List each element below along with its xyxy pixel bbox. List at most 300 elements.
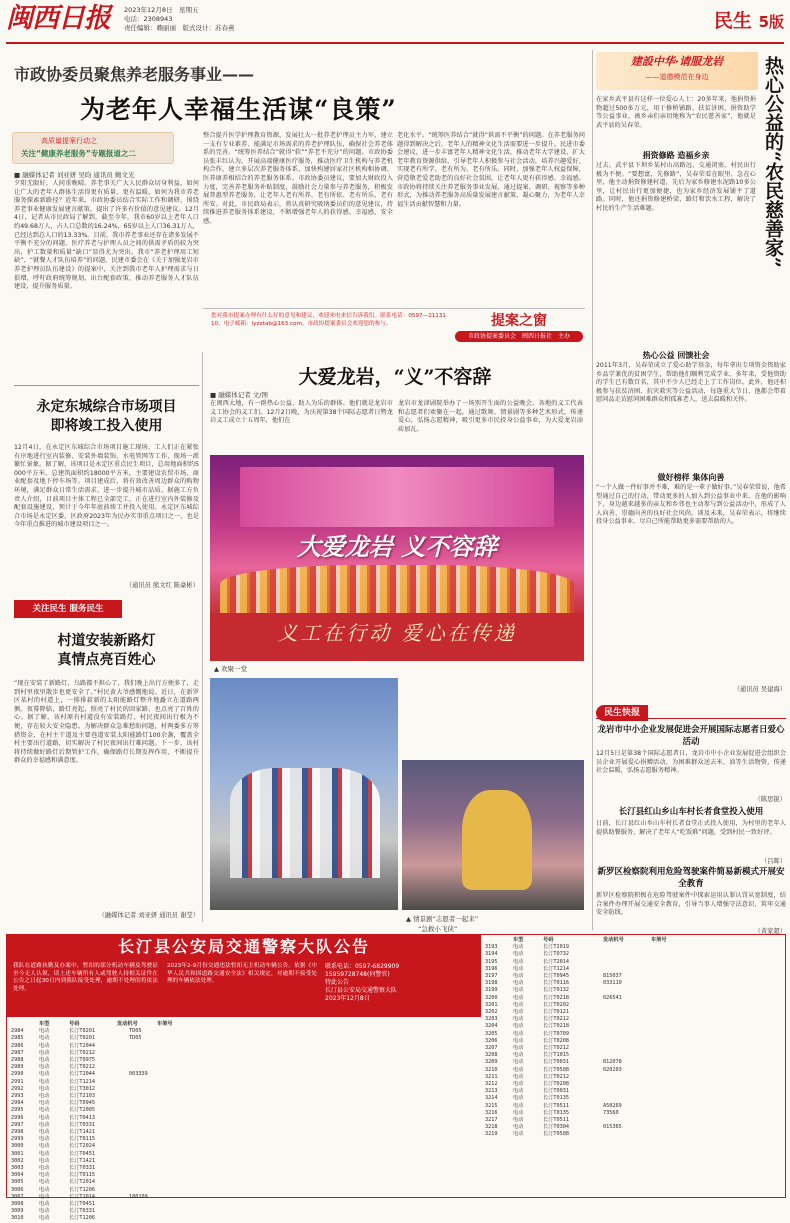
- table-row: [485, 995, 779, 1002]
- news-2-body: 日前，长汀县红山乡山车村长者食堂正式投入使用，为村里的老年人提供助餐服务，解决了老年人“吃饭难”问题，受到村民一致好评。: [596, 820, 786, 836]
- table-cell: 2990: [11, 1071, 24, 1078]
- table-cell: 3200: [485, 994, 498, 1001]
- table-row: [485, 1081, 779, 1088]
- table-cell: 026541: [603, 994, 622, 1001]
- table-row: [485, 1110, 779, 1117]
- table-cell: 长汀T0218: [543, 994, 569, 1001]
- table-cell: 3206: [485, 1037, 498, 1044]
- table-cell: 长汀T0451: [69, 1150, 95, 1157]
- table-cell: 3212: [485, 1081, 498, 1088]
- table-cell: 2991: [11, 1078, 24, 1085]
- table-body: [11, 1028, 477, 1222]
- table-cell: [603, 944, 651, 951]
- table-cell: [603, 1131, 651, 1138]
- table-cell: [603, 1088, 651, 1095]
- table-cell: 3217: [485, 1117, 498, 1124]
- table-cell: 长汀T0331: [69, 1121, 95, 1128]
- right-p2: 2011年3月，吴春荣成立了爱心助学基金，每年拿出专项资金资助家乡品学兼优的贫困学生，帮助他们顺利完成学业。多年来，受他资助的学生已有数百名，其中不少人已经走上了工作岗位。此外，他还积极参与扶贫济困、抗灾救灾等公益活动，每逢重大节日，他都会带着慰问品走访慰问困难群众和孤寡老人，送去温暖和关怀。: [596, 362, 786, 404]
- table-cell: [603, 951, 651, 958]
- table-cell: 长汀T2044: [69, 1042, 95, 1049]
- notice-banner: [455, 311, 583, 347]
- village-credit: （融媒体记者 刘亚妍 通讯员 谢莹）: [98, 912, 199, 919]
- header-plate: 号码: [69, 1021, 80, 1027]
- table-cell: [603, 1117, 651, 1124]
- table-cell: 长汀T0115: [69, 1136, 95, 1143]
- table-cell: 电动: [39, 1179, 50, 1186]
- table-cell: 长汀T1421: [69, 1129, 95, 1136]
- table-cell: [129, 1050, 169, 1057]
- table-cell: 长汀T0121: [543, 1009, 569, 1016]
- table-cell: 电动: [513, 1117, 524, 1124]
- table-cell: 3201: [485, 1001, 498, 1008]
- right-sub-1: 捐资修路 造福乡亲: [642, 151, 710, 160]
- table-row: [485, 1016, 779, 1023]
- proposal-notice-box: [203, 308, 585, 349]
- table-cell: 长汀T2103: [69, 1093, 95, 1100]
- news-banner: [596, 700, 786, 719]
- table-cell: [129, 1086, 169, 1093]
- table-cell: 长汀T0945: [69, 1100, 95, 1107]
- table-cell: 3193: [485, 944, 498, 951]
- table-row: [11, 1187, 477, 1194]
- table-cell: [129, 1079, 169, 1086]
- table-cell: 长汀T1214: [69, 1078, 95, 1085]
- table-cell: 电动: [39, 1064, 50, 1071]
- badge-line1: 高质量提案行动之: [41, 137, 97, 145]
- table-cell: 电动: [39, 1157, 50, 1164]
- lead-kicker: 市政协委员聚焦养老服务事业——: [14, 65, 255, 84]
- table-row: [11, 1035, 477, 1042]
- table-cell: 3010: [11, 1215, 24, 1222]
- table-row: [485, 951, 779, 958]
- table-cell: 电动: [513, 1081, 524, 1088]
- table-cell: [603, 1038, 651, 1045]
- page-number: 5版: [758, 13, 784, 31]
- feature-col1: 在闽西大地，有一群热心公益、助人为乐的群体。他们就是龙岩市义工协会的义工们。12月2日晚，为庆祝第38个国际志愿者日暨龙岩义工成立十五周年，他们在: [210, 400, 393, 425]
- notice-banner-sub: 市政协提案委员会 闽西日报社 主办: [455, 331, 583, 342]
- table-cell: A50269: [603, 1102, 622, 1109]
- table-cell: 2996: [11, 1114, 24, 1121]
- header-frame: 车架号: [157, 1021, 173, 1027]
- feature-byline: ■ 融媒体记者 文/图: [210, 391, 268, 399]
- table-cell: 长汀T0451: [69, 1201, 95, 1208]
- table-cell: [129, 1172, 169, 1179]
- table-cell: 长汀T3012: [69, 1085, 95, 1092]
- news-3-title: 新罗区检察院利用危险驾驶案件简易新模式开展安全教育: [597, 867, 785, 889]
- table-cell: 3199: [485, 987, 498, 994]
- dongcheng-headline-2: 即将竣工投入使用: [50, 418, 163, 434]
- table-cell: 3194: [485, 951, 498, 958]
- table-cell: [603, 1081, 651, 1088]
- header-type: 车型: [39, 1021, 50, 1027]
- table-cell: 长汀T0732: [543, 951, 569, 958]
- table-cell: 73560: [603, 1109, 619, 1116]
- table-row: [485, 966, 779, 973]
- table-cell: 3004: [11, 1172, 24, 1179]
- table-cell: [129, 1158, 169, 1165]
- table-cell: 3218: [485, 1124, 498, 1131]
- header-no: [11, 1021, 39, 1028]
- table-cell: 电动: [39, 1186, 50, 1193]
- table-cell: 电动: [513, 1037, 524, 1044]
- table-cell: 3196: [485, 965, 498, 972]
- vertical-headline: 热心公益的“农民慈善家”: [762, 56, 784, 268]
- table-row: [11, 1086, 477, 1093]
- table-cell: 长汀T0208: [543, 1081, 569, 1088]
- table-cell: 电动: [513, 1088, 524, 1095]
- table-row: [485, 959, 779, 966]
- table-row: [485, 1009, 779, 1016]
- right-sub-3: 做好榜样 集体向善: [657, 473, 725, 482]
- header-no: [485, 937, 513, 944]
- table-cell: 电动: [39, 1028, 50, 1035]
- table-row: [485, 1045, 779, 1052]
- table-cell: 电动: [39, 1129, 50, 1136]
- table-cell: 电动: [39, 1093, 50, 1100]
- table-row: [11, 1043, 477, 1050]
- table-cell: [129, 1143, 169, 1150]
- table-row: [485, 1023, 779, 1030]
- table-row: [485, 980, 779, 987]
- table-cell: 电动: [39, 1121, 50, 1128]
- table-cell: 2994: [11, 1100, 24, 1107]
- table-row: [11, 1107, 477, 1114]
- table-cell: 电动: [39, 1085, 50, 1092]
- dongcheng-headline-1: 永定东城综合市场项目: [36, 399, 177, 415]
- bottom-headline: 长汀县公安局交通警察大队公告: [117, 937, 370, 956]
- header-plate: 号码: [543, 937, 554, 943]
- table-cell: 长汀T1015: [543, 1052, 569, 1059]
- table-cell: 电动: [39, 1114, 50, 1121]
- table-cell: 3210: [485, 1066, 498, 1073]
- table-cell: 电动: [513, 1045, 524, 1052]
- table-cell: 3002: [11, 1157, 24, 1164]
- table-cell: 电动: [39, 1201, 50, 1208]
- table-body: [485, 944, 779, 1138]
- table-cell: 3007: [11, 1193, 24, 1200]
- table-cell: 长汀T0212: [69, 1064, 95, 1071]
- table-cell: 长汀T0212: [543, 1045, 569, 1052]
- table-cell: TD05: [129, 1028, 142, 1035]
- table-cell: 长汀T0413: [69, 1114, 95, 1121]
- table-cell: 长汀T0212: [543, 1016, 569, 1023]
- table-cell: 电动: [513, 1073, 524, 1080]
- table-cell: 电动: [513, 994, 524, 1001]
- skit-photo: [210, 678, 398, 910]
- table-row: [485, 1074, 779, 1081]
- table-cell: [129, 1151, 169, 1158]
- dongcheng-headline: [14, 398, 199, 436]
- table-cell: 电动: [39, 1071, 50, 1078]
- table-cell: 2987: [11, 1049, 24, 1056]
- table-cell: [603, 1023, 651, 1030]
- table-cell: 长汀T0511: [543, 1102, 569, 1109]
- notice-left: 我队在道路执勤及办案中，暂扣的部分机动车辆及驾驶证至今无人认领，请上述车辆所有人或驾驶人持相关证件在公告之日起30日内到我队接受处理，逾期不处理的将依法处理。: [13, 963, 158, 992]
- section-label: [714, 6, 784, 33]
- table-row: [11, 1215, 477, 1222]
- table-cell: 长汀T0115: [69, 1172, 95, 1179]
- table-cell: 电动: [513, 1059, 524, 1066]
- right-column-rule: [592, 50, 593, 930]
- table-cell: 长汀T0212: [543, 1073, 569, 1080]
- table-cell: [129, 1107, 169, 1114]
- table-row: [485, 1067, 779, 1074]
- news-2-title: 长汀县红山乡山车村长者食堂投入使用: [618, 807, 764, 817]
- table-cell: 3001: [11, 1150, 24, 1157]
- table-cell: [129, 1064, 169, 1071]
- table-row: [485, 973, 779, 980]
- table-row: [11, 1143, 477, 1150]
- table-cell: 2998: [11, 1129, 24, 1136]
- table-cell: [129, 1136, 169, 1143]
- table-cell: 长汀T0132: [543, 987, 569, 994]
- table-cell: [129, 1100, 169, 1107]
- stage-slogan: 义工在行动 爱心在传递: [277, 621, 517, 645]
- table-cell: 3207: [485, 1045, 498, 1052]
- vehicle-table-left: [11, 1021, 477, 1222]
- table-cell: 长汀T0945: [543, 973, 569, 980]
- notice-mid: 2023年2-9月份交通违法暂扣无主机动车辆公告。依据《中华人民共和国道路交通安全法》相关规定，对逾期不接受处理的车辆依法处理。: [167, 963, 317, 985]
- table-header: [485, 937, 779, 944]
- editors-line: 责任编辑：赖丽丽 版式设计：苏春燕: [124, 24, 235, 32]
- table-cell: 长汀T2024: [69, 1143, 95, 1150]
- table-cell: 电动: [513, 965, 524, 972]
- right-intro: 在家乡武平县有这样一位爱心人士：20多年来，他捐资捐物超过500多万元，用于修桥铺路、扶贫济困、捐资助学等公益事业，被乡亲们亲切地称为“农民慈善家”，他就是武平县的吴春荣。: [596, 96, 756, 129]
- stage-photo: [210, 455, 584, 661]
- table-row: [485, 944, 779, 951]
- table-cell: 3203: [485, 1016, 498, 1023]
- contact-line-3: 特此公告: [325, 979, 350, 986]
- table-cell: 812078: [603, 1059, 622, 1066]
- lead-headline: 为老年人幸福生活谋“良策”: [80, 95, 397, 124]
- skit-performers: [230, 768, 380, 878]
- table-cell: 长汀T0508: [543, 1066, 569, 1073]
- table-cell: 3008: [11, 1201, 24, 1208]
- table-cell: 2985: [11, 1035, 24, 1042]
- phone-line: 电话：2308943: [124, 15, 173, 23]
- table-cell: 长汀T0135: [543, 1109, 569, 1116]
- table-cell: 长汀T0208: [543, 1037, 569, 1044]
- table-cell: 长汀T0202: [543, 1001, 569, 1008]
- table-row: [11, 1050, 477, 1057]
- table-cell: [603, 1031, 651, 1038]
- table-cell: [129, 1122, 169, 1129]
- table-cell: 2992: [11, 1085, 24, 1092]
- dongcheng-credit: （通讯员 熊文红 陈豪彬）: [125, 582, 199, 589]
- notice-banner-title: 提案之窗: [491, 313, 547, 329]
- table-row: [11, 1071, 477, 1078]
- masthead-rule: [6, 42, 784, 44]
- table-cell: 3205: [485, 1030, 498, 1037]
- table-cell: 电动: [513, 1109, 524, 1116]
- table-cell: 2988: [11, 1057, 24, 1064]
- table-cell: 长汀T1214: [543, 965, 569, 972]
- header-type: 车型: [513, 937, 524, 943]
- table-cell: 长汀T0201: [69, 1035, 95, 1042]
- caption-3: “急救小飞侠”: [418, 925, 458, 933]
- vehicle-table-right: [485, 937, 779, 1193]
- news-3-credit: （黄家超）: [754, 928, 786, 935]
- section-name: 民生: [713, 10, 752, 32]
- table-cell: 长汀T0212: [69, 1049, 95, 1056]
- table-cell: 长汀T2014: [69, 1193, 95, 1200]
- table-cell: 电动: [513, 980, 524, 987]
- table-cell: 2997: [11, 1121, 24, 1128]
- table-cell: 电动: [513, 1009, 524, 1016]
- table-cell: 长汀T1206: [69, 1186, 95, 1193]
- table-cell: 3204: [485, 1023, 498, 1030]
- table-row: [485, 1002, 779, 1009]
- table-cell: 3198: [485, 980, 498, 987]
- table-cell: 电动: [39, 1172, 50, 1179]
- feature-headline: 大爱龙岩，“义”不容辞: [298, 366, 492, 388]
- right-p3: “一个人做一件好事并不难，难的是一辈子做好事。”吴春荣常说，他希望通过自己的行动，带动更多的人加入到公益事业中来。在他的影响下，身边越来越多的亲友和乡邻也主动参与到公益活动中，形成了人人向善、崇德向善的良好社会风尚。谈及未来，吴春荣表示，将继续投身公益事业，尽自己所能帮助更多需要帮助的人。: [596, 484, 786, 526]
- table-cell: 长汀T0508: [543, 1131, 569, 1138]
- table-cell: 电动: [39, 1049, 50, 1056]
- table-cell: 815037: [603, 973, 622, 980]
- lead-column-3: 老化水平。“统筹医养结合”就得“供需不平衡”的问题。在养老服务问题得到解决之后，老年人的精神文化生活需要进一步提升。民进市委会建议，进一步丰富老年人精神文化生活，推动老年大学建设，扩大老年教育资源供给，引导老年人积极参与社会活动，培养兴趣爱好，实现老有所学、老有所为、老有所乐。同时，加强老年人权益保障，营造敬老爱老助老的良好社会氛围，让老年人更有获得感、幸福感。市政协将持续关注养老服务事业发展，通过提案、调研、视察等多种形式，为推动养老服务高质量发展建言献策、凝心聚力，为老年人幸福生活贡献智慧和力量。: [397, 132, 585, 208]
- table-cell: [603, 1095, 651, 1102]
- table-row: [485, 1124, 779, 1131]
- table-cell: 2995: [11, 1107, 24, 1114]
- table-cell: 长汀T0201: [69, 1028, 95, 1035]
- divider: [14, 385, 199, 386]
- contact-line-2: 15959728748(何警官): [325, 971, 390, 978]
- table-cell: 3214: [485, 1095, 498, 1102]
- table-cell: 电动: [513, 1052, 524, 1059]
- table-cell: 电动: [39, 1042, 50, 1049]
- table-row: [11, 1079, 477, 1086]
- table-cell: 033110: [603, 980, 622, 987]
- table-cell: 长汀T0031: [543, 1088, 569, 1095]
- table-cell: 2993: [11, 1093, 24, 1100]
- table-cell: 长汀T2005: [69, 1107, 95, 1114]
- table-cell: [603, 966, 651, 973]
- news-1-title: 龙岩市中小企业发展促进会开展国际志愿者日爱心活动: [597, 725, 785, 747]
- table-cell: 电动: [513, 1016, 524, 1023]
- table-cell: 长汀T2014: [543, 958, 569, 965]
- table-cell: [129, 1129, 169, 1136]
- news-banner-title: 民生快报: [596, 705, 648, 721]
- table-cell: 3000: [11, 1143, 24, 1150]
- table-cell: 长汀T0331: [69, 1165, 95, 1172]
- table-cell: 电动: [39, 1150, 50, 1157]
- table-cell: [129, 1215, 169, 1222]
- caption-2: ▲ 情景剧“志愿者一起来”: [406, 915, 479, 923]
- table-row: [11, 1115, 477, 1122]
- table-cell: 电动: [513, 1023, 524, 1030]
- table-cell: 长汀T1421: [69, 1157, 95, 1164]
- header-engine: 发动机号: [117, 1021, 138, 1027]
- table-cell: 长汀T0511: [543, 1117, 569, 1124]
- table-cell: 电动: [513, 1001, 524, 1008]
- table-cell: 3213: [485, 1088, 498, 1095]
- column-rule: [202, 352, 203, 922]
- column-tag: 关注民生 服务民生: [14, 600, 122, 618]
- table-cell: 电动: [513, 1124, 524, 1131]
- table-cell: 长汀T2019: [543, 944, 569, 951]
- table-row: [11, 1151, 477, 1158]
- moral-banner: [596, 52, 758, 90]
- table-cell: 长汀T2014: [69, 1179, 95, 1186]
- bottom-notice: [6, 934, 786, 1222]
- table-cell: 015365: [603, 1124, 622, 1131]
- table-cell: 3006: [11, 1186, 24, 1193]
- newspaper-logo: 闽西日报: [6, 3, 110, 34]
- table-row: [485, 1103, 779, 1110]
- news-2-credit: （吕晖）: [760, 858, 786, 865]
- table-cell: 长汀T0331: [69, 1208, 95, 1215]
- table-cell: [129, 1208, 169, 1215]
- lead-byline: ■ 融媒体记者 刘亚妍 吴昀 通讯员 鲍文光: [14, 171, 135, 179]
- table-cell: 长汀T0304: [543, 1124, 569, 1131]
- table-cell: 电动: [513, 973, 524, 980]
- table-row: [485, 1052, 779, 1059]
- table-cell: 电动: [39, 1165, 50, 1172]
- firstaid-performer: [462, 790, 532, 890]
- table-cell: 电动: [39, 1136, 50, 1143]
- table-cell: [603, 1045, 651, 1052]
- bottom-info-bar: [7, 959, 481, 1017]
- table-row: [485, 1038, 779, 1045]
- table-cell: 电动: [513, 987, 524, 994]
- table-cell: 电动: [39, 1107, 50, 1114]
- table-cell: 003339: [129, 1071, 148, 1078]
- table-cell: 电动: [513, 951, 524, 958]
- table-cell: 电动: [39, 1035, 50, 1042]
- right-p3-credit: （通讯员 吴建海）: [733, 686, 786, 693]
- table-cell: 长汀T0116: [543, 980, 569, 987]
- table-cell: [603, 987, 651, 994]
- table-cell: 3209: [485, 1059, 498, 1066]
- table-cell: 电动: [39, 1057, 50, 1064]
- stage-banner-text: 大爱龙岩 义不容辞: [296, 532, 498, 561]
- firstaid-photo: [402, 760, 584, 910]
- stage-screen: [240, 467, 554, 527]
- table-cell: 3215: [485, 1102, 498, 1109]
- table-cell: 电动: [39, 1100, 50, 1107]
- village-headline: [14, 632, 199, 670]
- table-cell: 3216: [485, 1109, 498, 1116]
- table-cell: 长汀T1206: [69, 1215, 95, 1222]
- masthead-info: [124, 6, 235, 33]
- moral-banner-title: 建設中华·请服龙岩: [630, 55, 724, 68]
- table-cell: [603, 1052, 651, 1059]
- table-cell: 电动: [513, 944, 524, 951]
- masthead: [6, 2, 784, 42]
- caption-1: ▲ 欢聚一堂: [214, 665, 248, 673]
- table-cell: 长汀T0031: [543, 1059, 569, 1066]
- table-cell: 电动: [513, 1095, 524, 1102]
- table-cell: [603, 1009, 651, 1016]
- table-cell: [129, 1165, 169, 1172]
- table-cell: 电动: [39, 1143, 50, 1150]
- table-cell: 长汀T0975: [69, 1057, 95, 1064]
- table-cell: 电动: [39, 1078, 50, 1085]
- news-1-body: 12月5日是第38个国际志愿者日，龙岩市中小企业发展促进会组织会员企业开展爱心捐赠活动，为困难群众送去米、油等生活物资，传递社会温暖，弘扬志愿服务精神。: [596, 750, 786, 775]
- notice-text: 您对我市提案办理有什么好的意见和建议，欢迎来电来信告诉我们。联系电话：0597—2113110，电子邮箱：lyzxtab@163.com。市政协提案委员会欢迎您的参与。: [211, 313, 446, 327]
- table-cell: [603, 959, 651, 966]
- table-cell: [603, 1074, 651, 1081]
- table-cell: 2984: [11, 1028, 24, 1035]
- table-row: [485, 1131, 779, 1138]
- moral-banner-sub: ——道德模范在身边: [645, 73, 709, 81]
- table-cell: 电动: [513, 1066, 524, 1073]
- news-3-body: 新罗区检察院积极在危险驾驶案件中探索运用认罪认罚从宽制度，结合案件办理开展交通安全教育，引导当事人增强守法意识，筑牢交通安全防线。: [596, 892, 786, 917]
- table-cell: 长汀T2044: [69, 1071, 95, 1078]
- right-sub-2: 热心公益 回馈社会: [642, 351, 710, 360]
- table-cell: 3003: [11, 1165, 24, 1172]
